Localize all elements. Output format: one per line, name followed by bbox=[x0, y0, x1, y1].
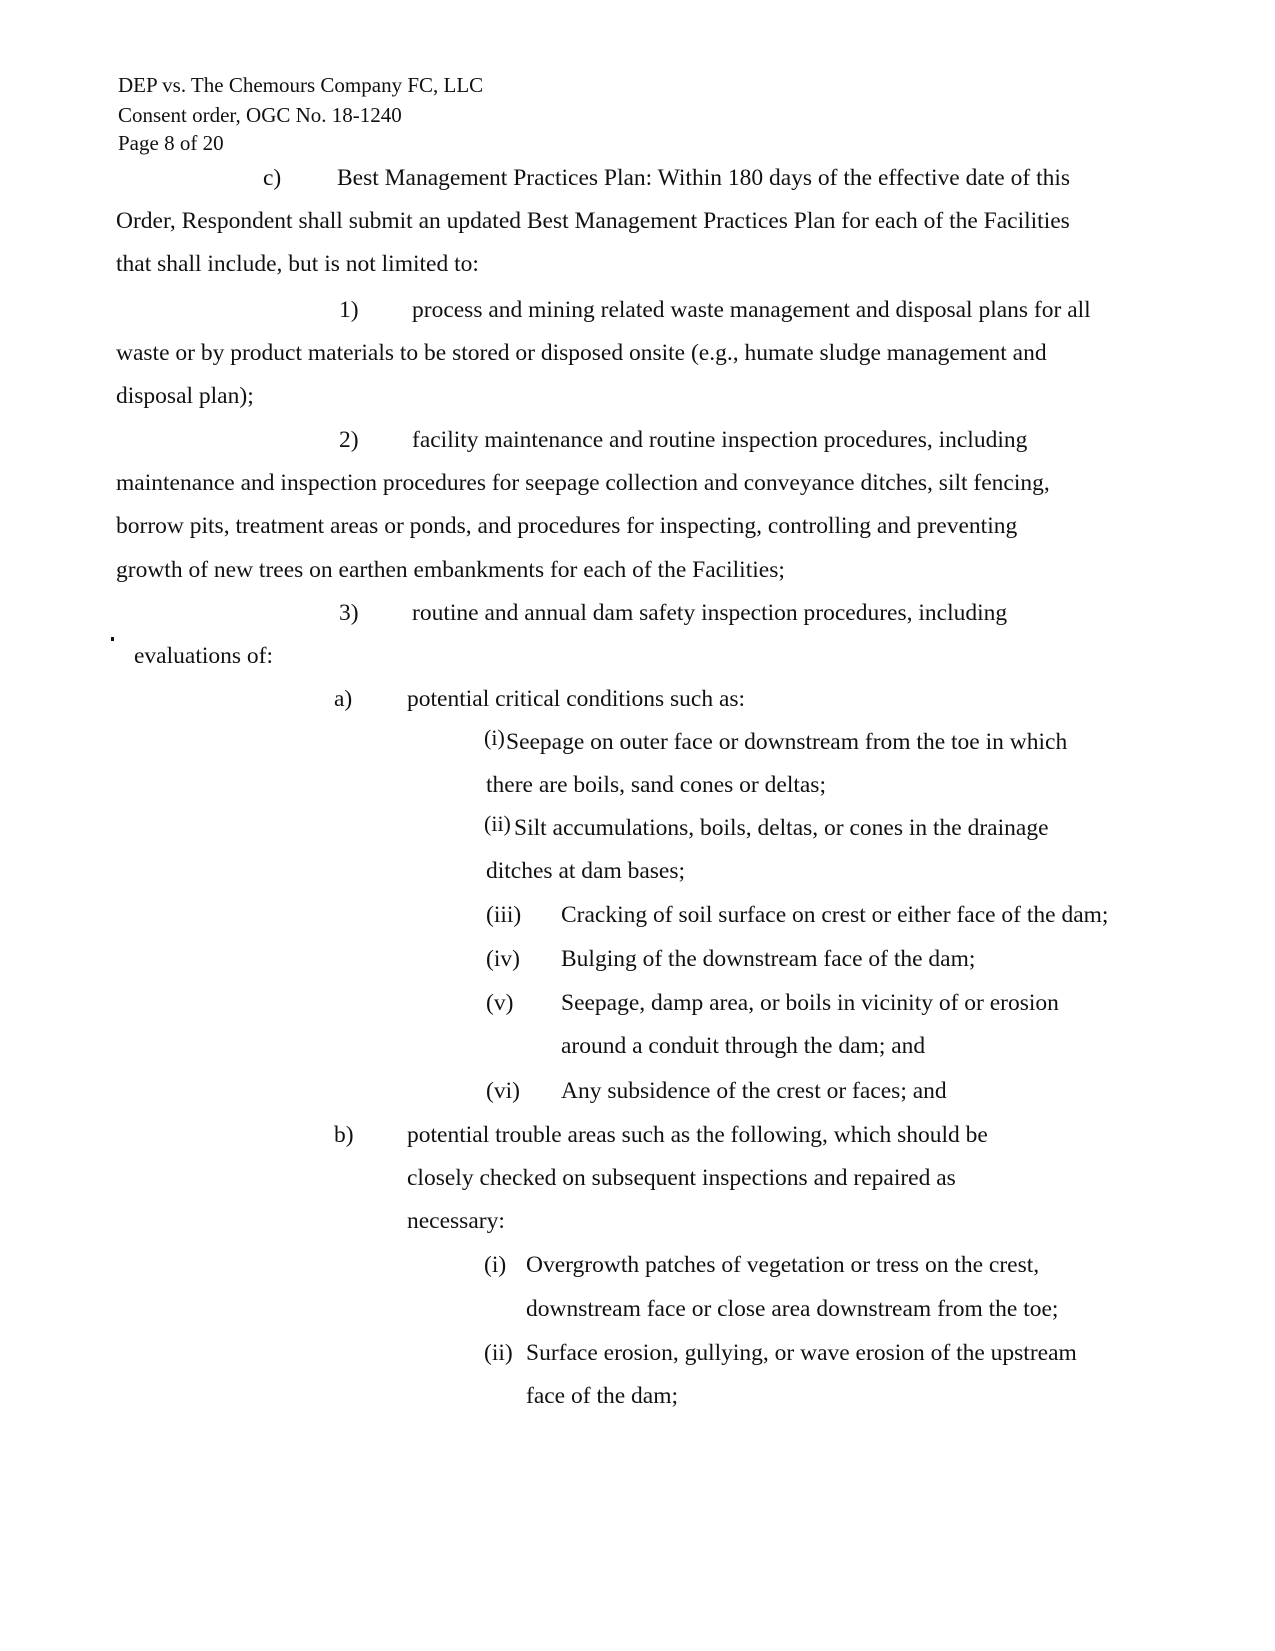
sub-a-item-5-number: (v) bbox=[486, 990, 514, 1016]
item-3-label: 3) bbox=[339, 600, 359, 626]
item-2-line-3: borrow pits, treatment areas or ponds, and procedures for inspecting, controlling and preventing bbox=[116, 513, 1018, 539]
sub-a-item-1-line-2: there are boils, sand cones or deltas; bbox=[486, 772, 826, 798]
sub-a-item-1-number: (i) bbox=[484, 725, 505, 750]
item-3-line-2: evaluations of: bbox=[134, 643, 274, 669]
section-c-line-1: Best Management Practices Plan: Within 180 days of the effective date of this bbox=[337, 165, 1071, 191]
sub-a-item-6-line-1: Any subsidence of the crest or faces; and bbox=[561, 1078, 947, 1104]
section-c-line-3: that shall include, but is not limited to: bbox=[116, 251, 479, 277]
sub-b-line-3: necessary: bbox=[407, 1208, 505, 1234]
sub-b-item-2-line-1: Surface erosion, gullying, or wave erosion of the upstream bbox=[526, 1340, 1077, 1366]
sub-a-item-2-number: (ii) bbox=[484, 811, 511, 836]
item-1-line-3: disposal plan); bbox=[116, 383, 254, 409]
sub-b-item-2-number: (ii) bbox=[484, 1340, 513, 1366]
item-3-line-1: routine and annual dam safety inspection procedures, including bbox=[412, 600, 1008, 626]
item-1-line-1: process and mining related waste management and disposal plans for all bbox=[412, 297, 1091, 323]
sub-b-item-2-line-2: face of the dam; bbox=[526, 1383, 679, 1409]
sub-a-item-4-line-1: Bulging of the downstream face of the dam; bbox=[561, 946, 976, 972]
header-order-number: Consent order, OGC No. 18-1240 bbox=[118, 103, 402, 127]
stray-mark bbox=[111, 637, 114, 641]
sub-b-label: b) bbox=[334, 1122, 354, 1148]
section-c-label: c) bbox=[263, 165, 282, 191]
sub-a-text: potential critical conditions such as: bbox=[407, 686, 746, 712]
sub-a-item-5-line-2: around a conduit through the dam; and bbox=[561, 1033, 926, 1059]
section-c-line-2: Order, Respondent shall submit an updated Best Management Practices Plan for each of the Facilities bbox=[116, 208, 1070, 234]
sub-b-item-1-line-2: downstream face or close area downstream from the toe; bbox=[526, 1296, 1059, 1322]
item-1-line-2: waste or by product materials to be stored or disposed onsite (e.g., humate sludge management and bbox=[116, 340, 1047, 366]
sub-a-item-3-line-1: Cracking of soil surface on crest or either face of the dam; bbox=[561, 902, 1109, 928]
item-2-line-2: maintenance and inspection procedures for seepage collection and conveyance ditches, silt fencing, bbox=[116, 470, 1050, 496]
item-2-label: 2) bbox=[339, 427, 359, 453]
sub-a-item-5-line-1: Seepage, damp area, or boils in vicinity of or erosion bbox=[561, 990, 1059, 1016]
sub-a-item-6-number: (vi) bbox=[486, 1078, 520, 1104]
sub-a-item-2-line-1: Silt accumulations, boils, deltas, or cones in the drainage bbox=[514, 815, 1049, 841]
header-page-number: Page 8 of 20 bbox=[118, 131, 224, 155]
sub-b-line-2: closely checked on subsequent inspections and repaired as bbox=[407, 1165, 956, 1191]
item-2-line-4: growth of new trees on earthen embankments for each of the Facilities; bbox=[116, 557, 785, 583]
sub-b-line-1: potential trouble areas such as the following, which should be bbox=[407, 1122, 988, 1148]
sub-b-item-1-line-1: Overgrowth patches of vegetation or tress on the crest, bbox=[526, 1252, 1040, 1278]
sub-a-item-4-number: (iv) bbox=[486, 946, 520, 972]
sub-a-item-3-number: (iii) bbox=[486, 902, 522, 928]
sub-a-item-2-line-2: ditches at dam bases; bbox=[486, 858, 686, 884]
sub-a-item-1-line-1: Seepage on outer face or downstream from the toe in which bbox=[506, 729, 1068, 755]
sub-a-label: a) bbox=[334, 686, 353, 712]
item-2-line-1: facility maintenance and routine inspection procedures, including bbox=[412, 427, 1028, 453]
sub-b-item-1-number: (i) bbox=[484, 1252, 507, 1278]
header-case-title: DEP vs. The Chemours Company FC, LLC bbox=[118, 73, 484, 97]
item-1-label: 1) bbox=[339, 297, 359, 323]
